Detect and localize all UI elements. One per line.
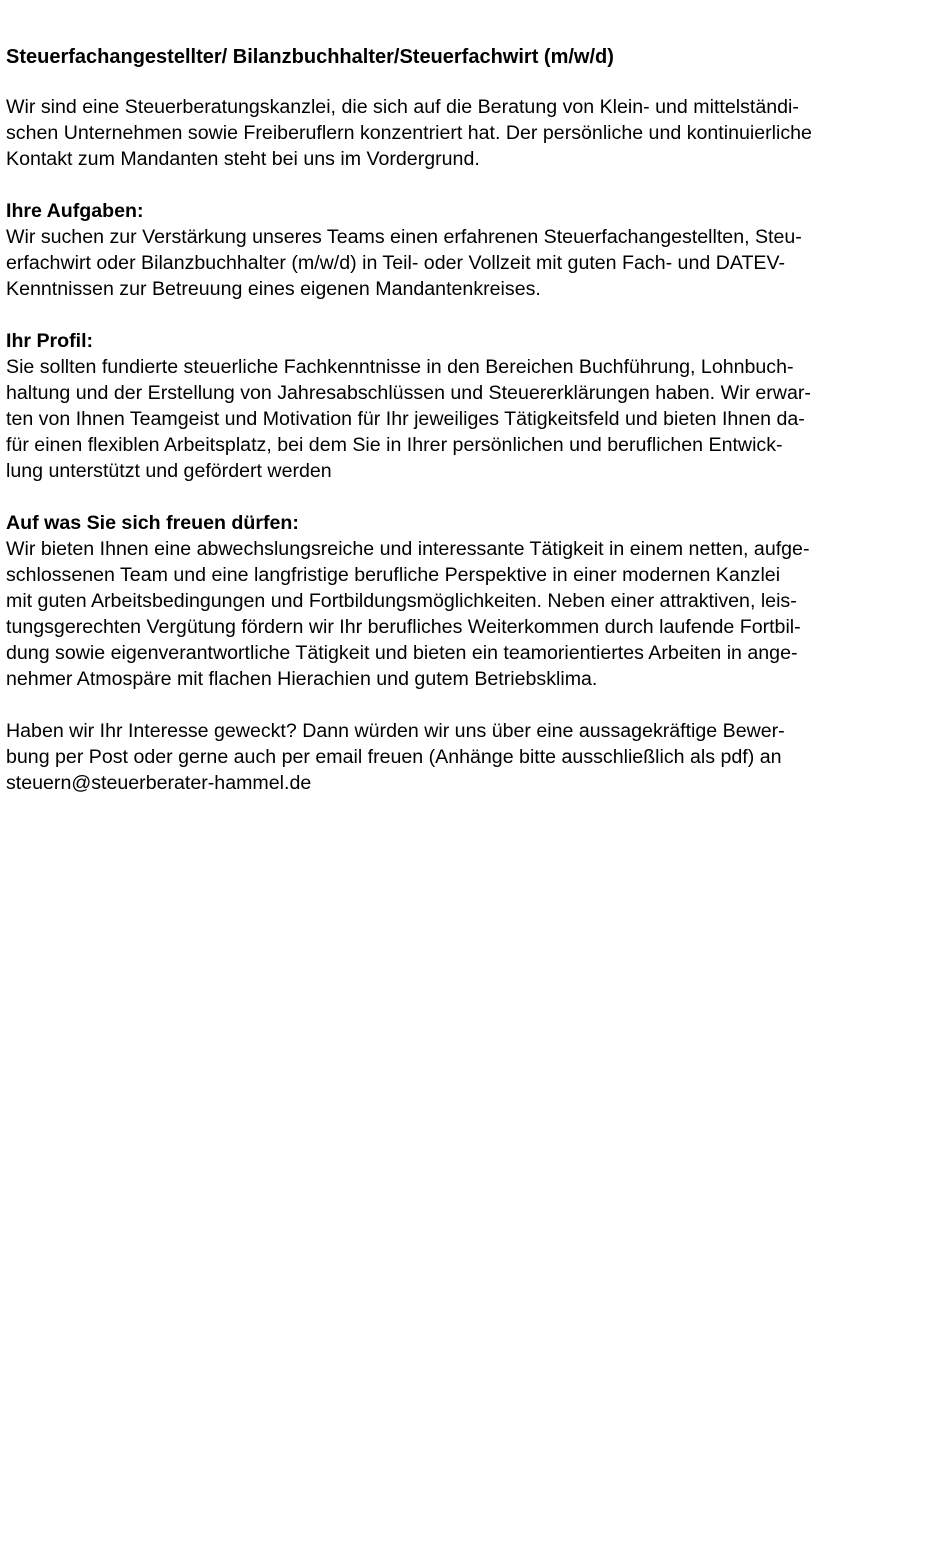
profil-line: haltung und der Erstellung von Jahresabschlüssen und Steuererklärungen haben. Wir erwar- [6, 382, 811, 404]
freuen-line: nehmer Atmospäre mit flachen Hierachien und gutem Betriebsklima. [6, 668, 598, 690]
intro-line: Kontakt zum Mandanten steht bei uns im Vordergrund. [6, 148, 480, 170]
freuen-line: Wir bieten Ihnen eine abwechslungsreiche und interessante Tätigkeit in einem netten, aufge- [6, 538, 810, 560]
profil-line: ten von Ihnen Teamgeist und Motivation für Ihr jeweiliges Tätigkeitsfeld und bieten Ihnen da- [6, 408, 805, 430]
freuen-heading: Auf was Sie sich freuen dürfen: [6, 512, 299, 534]
freuen-line: tungsgerechten Vergütung fördern wir Ihr berufliches Weiterkommen durch laufende Fortbil- [6, 616, 801, 638]
profil-line: Sie sollten fundierte steuerliche Fachkenntnisse in den Bereichen Buchführung, Lohnbuch- [6, 356, 794, 378]
closing-paragraph [6, 718, 928, 796]
intro-line: schen Unternehmen sowie Freiberuflern konzentriert hat. Der persönliche und kontinuierliche [6, 122, 812, 144]
profil-line: lung unterstützt und gefördert werden [6, 460, 332, 482]
profil-section [6, 328, 928, 484]
freuen-line: dung sowie eigenverantwortliche Tätigkeit und bieten ein teamorientiertes Arbeiten in ange- [6, 642, 798, 664]
closing-line: Haben wir Ihr Interesse geweckt? Dann würden wir uns über eine aussagekräftige Bewer- [6, 720, 785, 742]
closing-email-line [6, 770, 928, 796]
aufgaben-line: Wir suchen zur Verstärkung unseres Teams einen erfahrenen Steuerfachangestellten, Steu- [6, 226, 802, 248]
contact-email-link[interactable]: steuern@steuerberater-hammel.de [6, 772, 312, 794]
profil-heading: Ihr Profil: [6, 330, 94, 352]
freuen-line: schlossenen Team und eine langfristige berufliche Perspektive in einer modernen Kanzlei [6, 564, 781, 586]
aufgaben-heading: Ihre Aufgaben: [6, 200, 144, 222]
job-title: Steuerfachangestellter/ Bilanzbuchhalter/Steuerfachwirt (m/w/d) [6, 46, 614, 68]
aufgaben-section [6, 198, 928, 302]
intro-paragraph [6, 94, 928, 172]
freuen-line: mit guten Arbeitsbedingungen und Fortbildungsmöglichkeiten. Neben einer attraktiven, leis- [6, 590, 797, 612]
freuen-section [6, 510, 928, 692]
aufgaben-line: erfachwirt oder Bilanzbuchhalter (m/w/d) in Teil- oder Vollzeit mit guten Fach- und DATEV- [6, 252, 786, 274]
closing-line: bung per Post oder gerne auch per email freuen (Anhänge bitte ausschließlich als pdf) an [6, 746, 782, 768]
job-posting-document [6, 44, 928, 822]
profil-line: für einen flexiblen Arbeitsplatz, bei dem Sie in Ihrer persönlichen und beruflichen Entwick- [6, 434, 783, 456]
intro-line: Wir sind eine Steuerberatungskanzlei, die sich auf die Beratung von Klein- und mittelständi- [6, 96, 799, 118]
aufgaben-line: Kenntnissen zur Betreuung eines eigenen Mandantenkreises. [6, 278, 541, 300]
